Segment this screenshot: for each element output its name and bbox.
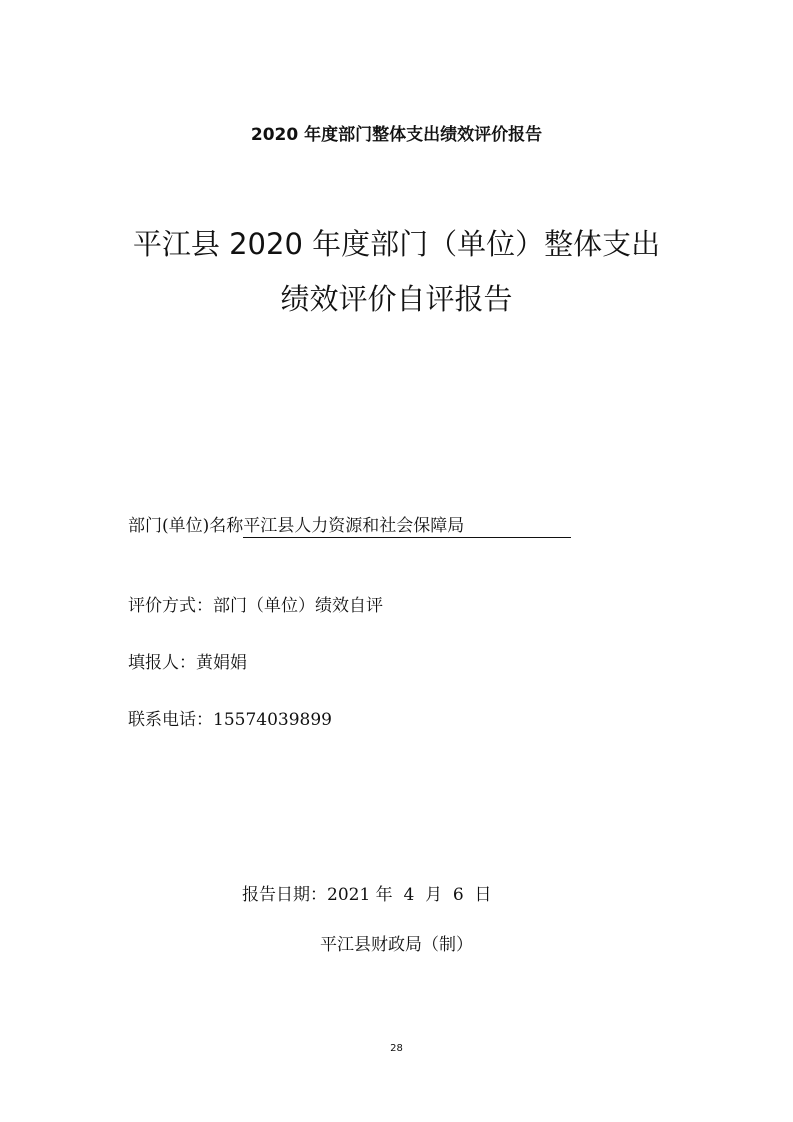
filler-field bbox=[128, 648, 247, 673]
issuer: 平江县财政局（制） bbox=[320, 935, 473, 955]
report-date-label: 报告日期： bbox=[242, 885, 327, 905]
report-title-line-2: 绩效评价自评报告 bbox=[280, 282, 513, 316]
phone-field bbox=[128, 705, 332, 730]
filler-label: 填报人： bbox=[128, 653, 196, 673]
page-number: 28 bbox=[390, 1043, 403, 1054]
report-date-field bbox=[242, 880, 492, 905]
eval-method-field bbox=[128, 591, 383, 616]
dept-name-label: 部门(单位)名称 bbox=[128, 516, 244, 536]
report-title-line-1: 平江县 2020 年度部门（单位）整体支出 bbox=[132, 227, 661, 261]
dept-name-field bbox=[128, 511, 571, 538]
report-date-value: 2021 年 4 月 6 日 bbox=[327, 885, 492, 905]
eval-method-label: 评价方式： bbox=[128, 596, 213, 616]
eval-method-value: 部门（单位）绩效自评 bbox=[213, 596, 383, 616]
phone-value: 15574039899 bbox=[213, 710, 332, 730]
phone-label: 联系电话： bbox=[128, 710, 213, 730]
dept-name-text: 平江县人力资源和社会保障局 bbox=[243, 516, 465, 536]
report-header: 2020 年度部门整体支出绩效评价报告 bbox=[250, 125, 543, 145]
dept-name-value bbox=[243, 511, 571, 538]
filler-value: 黄娟娟 bbox=[196, 653, 247, 673]
